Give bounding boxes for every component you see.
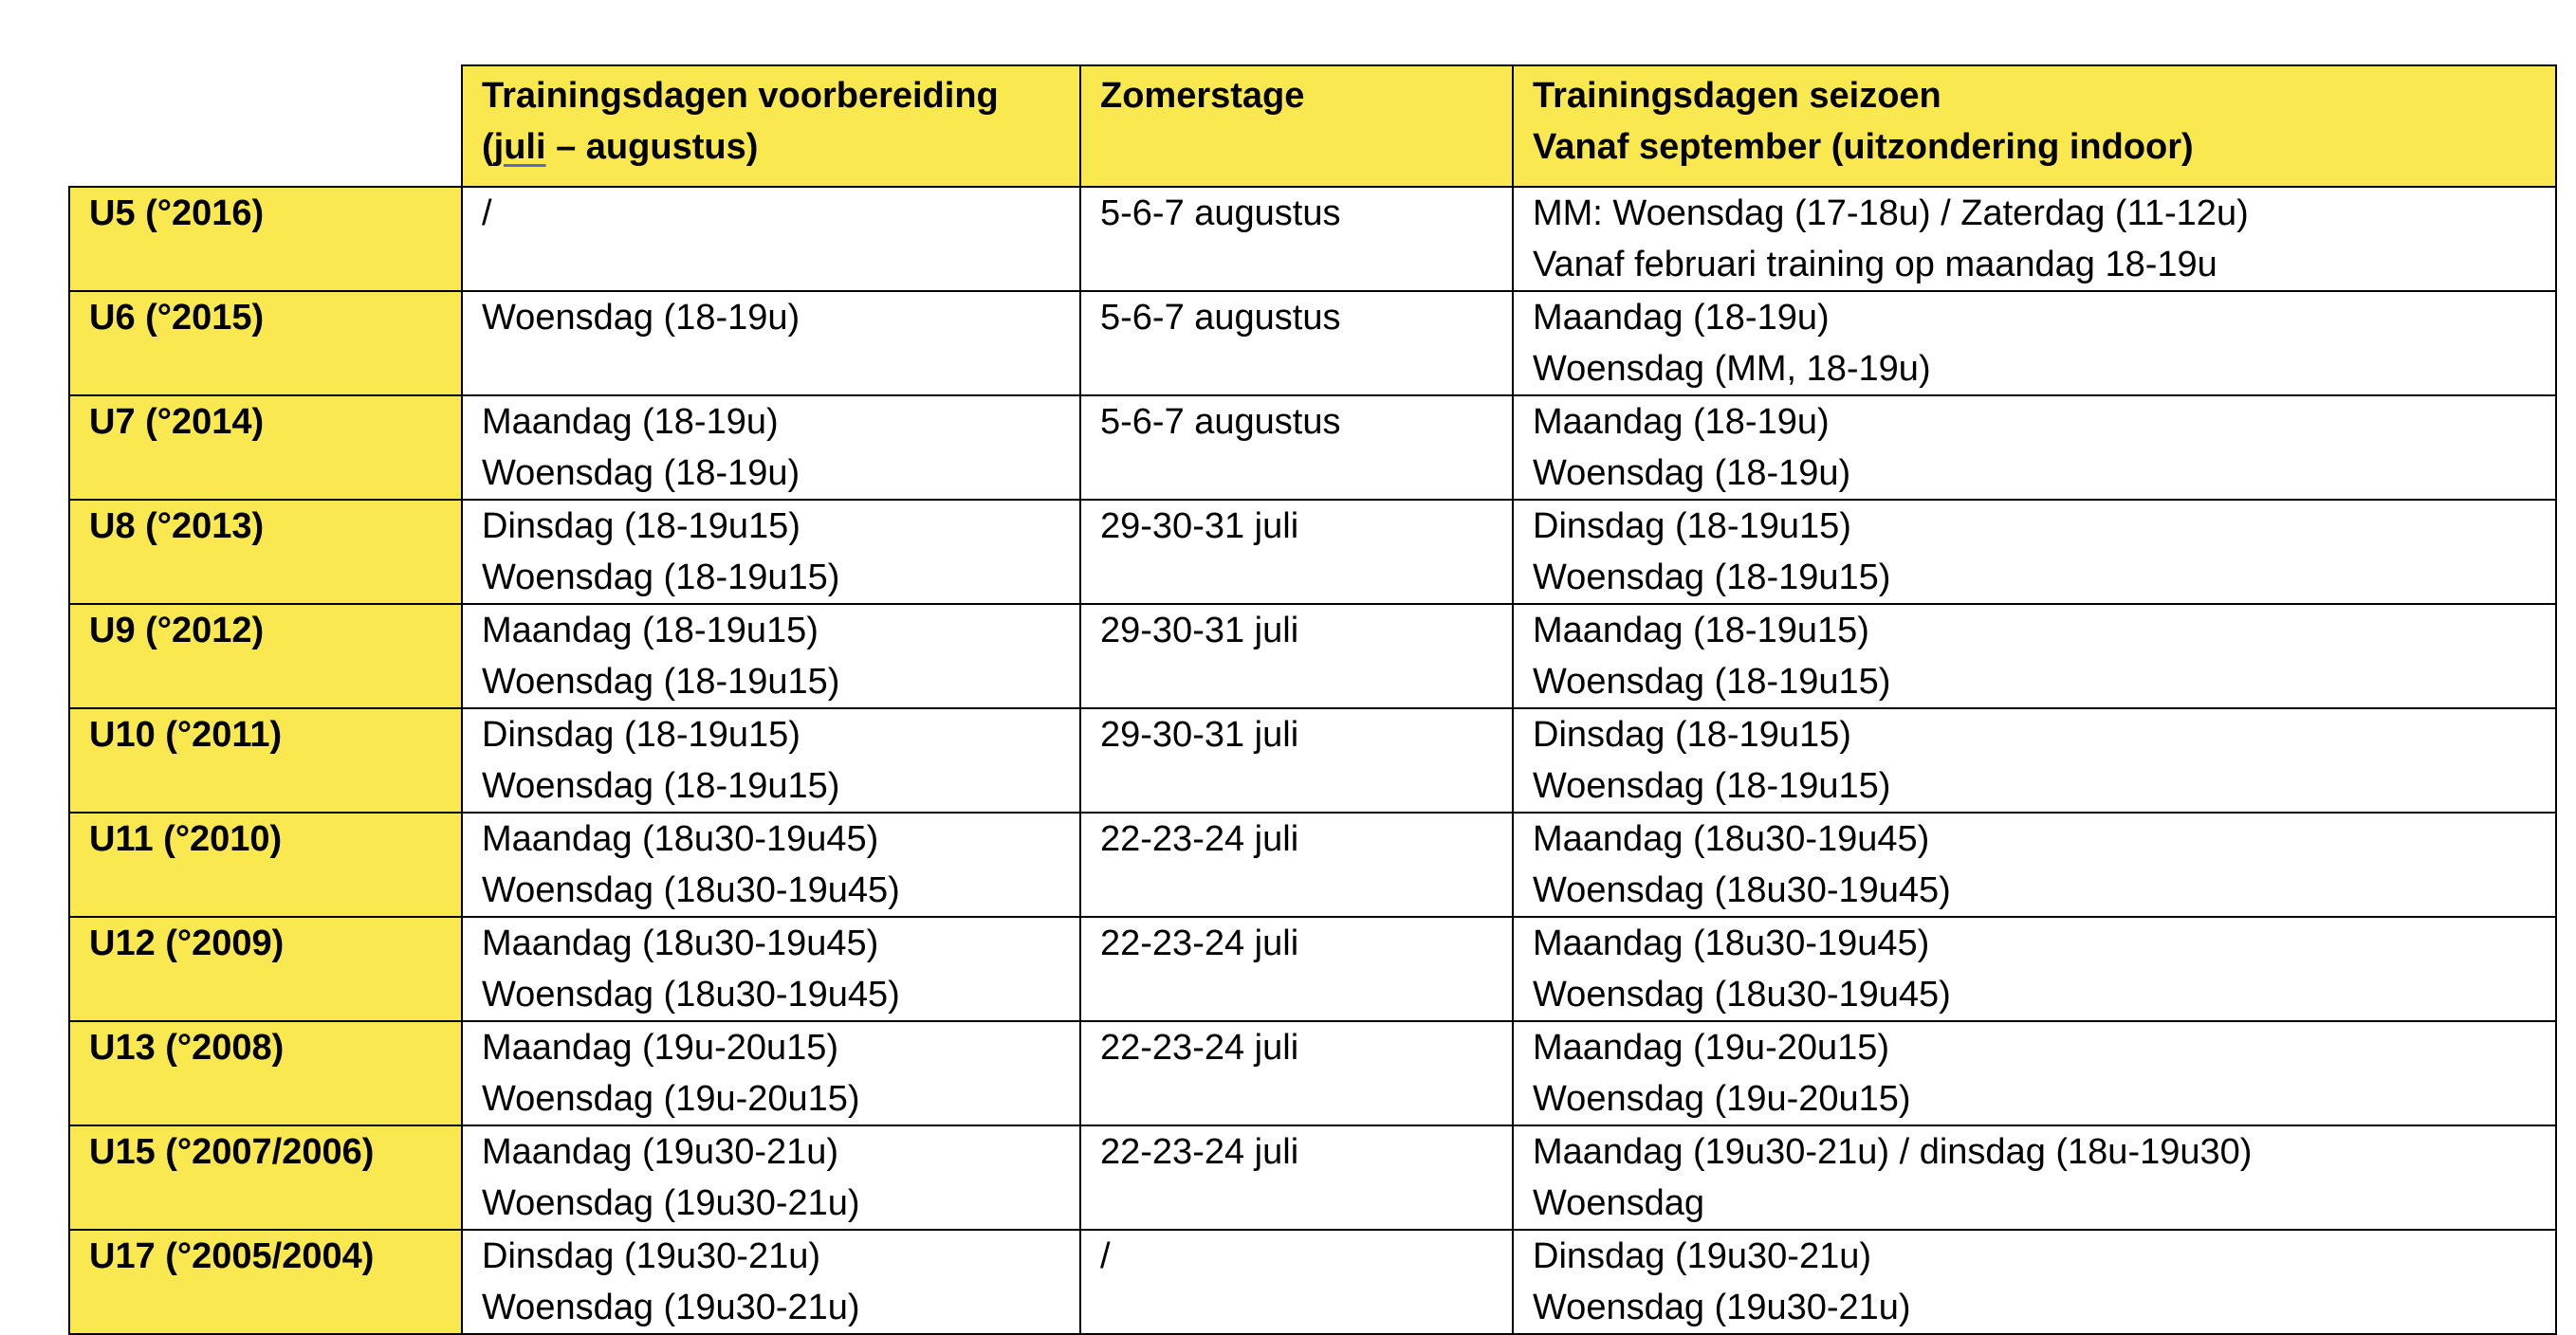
preparation-days-cell [462, 1230, 1080, 1334]
preparation-day-line: Maandag (18-19u15) [482, 611, 819, 650]
header-preparation-days [462, 65, 1080, 187]
season-day-line: Maandag (19u-20u15) [1533, 1028, 1890, 1068]
preparation-day-line: Dinsdag (19u30-21u) [482, 1236, 821, 1276]
team-cell: U12 (°2009) [69, 917, 462, 1021]
header-summer-camp: Zomerstage [1080, 65, 1513, 187]
season-day-line: Maandag (18u30-19u45) [1533, 819, 1930, 859]
table-row [69, 1230, 2556, 1334]
summer-camp-cell: / [1080, 1230, 1513, 1334]
season-days-cell [1513, 291, 2556, 395]
season-days-cell [1513, 917, 2556, 1021]
preparation-day-line: / [482, 193, 492, 233]
summer-camp-cell: 29-30-31 juli [1080, 604, 1513, 708]
season-day-line: Woensdag (18-19u15) [1533, 662, 1891, 702]
season-day-line: Woensdag (18-19u15) [1533, 558, 1891, 597]
team-cell: U8 (°2013) [69, 500, 462, 604]
season-days-cell [1513, 1021, 2556, 1125]
preparation-days-cell [462, 708, 1080, 813]
summer-camp-cell: 29-30-31 juli [1080, 708, 1513, 813]
preparation-day-line: Woensdag (18u30-19u45) [482, 870, 900, 910]
header-row [69, 65, 2556, 187]
header-prep-line-2: (juli – augustus) [482, 127, 759, 167]
preparation-day-line [482, 343, 1079, 394]
team-cell: U11 (°2010) [69, 813, 462, 917]
summer-camp-cell: 5-6-7 augustus [1080, 395, 1513, 500]
team-cell: U9 (°2012) [69, 604, 462, 708]
preparation-day-line: Woensdag (18-19u) [482, 298, 800, 338]
season-day-line: Woensdag (18u30-19u45) [1533, 870, 1951, 910]
header-prep-line-1: Trainingsdagen voorbereiding [482, 76, 999, 116]
season-day-line: Maandag (18-19u15) [1533, 611, 1869, 650]
preparation-day-line: Maandag (19u-20u15) [482, 1028, 839, 1068]
header-season-line-2: Vanaf september (uitzondering indoor) [1533, 127, 2194, 167]
season-day-line: Maandag (18-19u) [1533, 402, 1830, 442]
preparation-day-line [482, 239, 1079, 290]
preparation-day-line: Woensdag (18-19u) [482, 453, 800, 493]
table-row [69, 395, 2556, 500]
season-days-cell [1513, 813, 2556, 917]
summer-camp-cell: 22-23-24 juli [1080, 917, 1513, 1021]
season-days-cell [1513, 708, 2556, 813]
team-cell: U5 (°2016) [69, 187, 462, 291]
header-season-days [1513, 65, 2556, 187]
preparation-day-line: Dinsdag (18-19u15) [482, 715, 800, 755]
preparation-day-line: Woensdag (18-19u15) [482, 558, 840, 597]
season-day-line: Woensdag (19u30-21u) [1533, 1288, 1911, 1327]
preparation-day-line: Woensdag (19u30-21u) [482, 1288, 860, 1327]
season-day-line: Maandag (18u30-19u45) [1533, 924, 1930, 963]
header-corner-cell [69, 65, 462, 187]
preparation-days-cell [462, 1125, 1080, 1230]
team-cell: U13 (°2008) [69, 1021, 462, 1125]
preparation-days-cell [462, 187, 1080, 291]
summer-camp-cell: 5-6-7 augustus [1080, 187, 1513, 291]
preparation-days-cell [462, 813, 1080, 917]
table-row [69, 500, 2556, 604]
season-day-line: Dinsdag (18-19u15) [1533, 715, 1851, 755]
season-day-line: Maandag (19u30-21u) / dinsdag (18u-19u30) [1533, 1132, 2253, 1172]
spellcheck-underline: juli [493, 127, 546, 167]
season-days-cell [1513, 604, 2556, 708]
season-day-line: Woensdag (MM, 18-19u) [1533, 349, 1931, 389]
season-day-line: Maandag (18-19u) [1533, 298, 1830, 338]
season-day-line: MM: Woensdag (17-18u) / Zaterdag (11-12u) [1533, 193, 2249, 233]
preparation-day-line: Woensdag (19u30-21u) [482, 1183, 860, 1223]
preparation-day-line: Maandag (18u30-19u45) [482, 819, 879, 859]
season-day-line: Woensdag (19u-20u15) [1533, 1079, 1911, 1119]
preparation-day-line: Maandag (18-19u) [482, 402, 779, 442]
preparation-days-cell [462, 604, 1080, 708]
season-day-line: Vanaf februari training op maandag 18-19u [1533, 245, 2217, 284]
summer-camp-cell: 22-23-24 juli [1080, 1125, 1513, 1230]
team-cell: U17 (°2005/2004) [69, 1230, 462, 1334]
table-row [69, 604, 2556, 708]
team-cell: U7 (°2014) [69, 395, 462, 500]
table-row [69, 1021, 2556, 1125]
season-day-line: Woensdag (18u30-19u45) [1533, 975, 1951, 1015]
team-cell: U6 (°2015) [69, 291, 462, 395]
preparation-days-cell [462, 291, 1080, 395]
season-days-cell [1513, 500, 2556, 604]
season-day-line: Dinsdag (19u30-21u) [1533, 1236, 1872, 1276]
table-row [69, 917, 2556, 1021]
preparation-day-line: Woensdag (18u30-19u45) [482, 975, 900, 1015]
team-cell: U10 (°2011) [69, 708, 462, 813]
summer-camp-cell: 22-23-24 juli [1080, 1021, 1513, 1125]
table-row [69, 708, 2556, 813]
preparation-day-line: Maandag (19u30-21u) [482, 1132, 839, 1172]
preparation-day-line: Maandag (18u30-19u45) [482, 924, 879, 963]
training-schedule-table [68, 64, 2557, 1335]
preparation-days-cell [462, 917, 1080, 1021]
season-day-line: Woensdag (18-19u) [1533, 453, 1851, 493]
preparation-days-cell [462, 395, 1080, 500]
preparation-day-line: Woensdag (18-19u15) [482, 766, 840, 806]
summer-camp-cell: 22-23-24 juli [1080, 813, 1513, 917]
season-days-cell [1513, 395, 2556, 500]
season-day-line: Woensdag [1533, 1183, 1704, 1223]
preparation-day-line: Woensdag (18-19u15) [482, 662, 840, 702]
preparation-day-line: Dinsdag (18-19u15) [482, 506, 800, 546]
team-cell: U15 (°2007/2006) [69, 1125, 462, 1230]
table-row [69, 291, 2556, 395]
preparation-day-line: Woensdag (19u-20u15) [482, 1079, 860, 1119]
season-day-line: Dinsdag (18-19u15) [1533, 506, 1851, 546]
table-row [69, 813, 2556, 917]
table-row [69, 1125, 2556, 1230]
preparation-days-cell [462, 500, 1080, 604]
season-days-cell [1513, 187, 2556, 291]
season-days-cell [1513, 1125, 2556, 1230]
preparation-days-cell [462, 1021, 1080, 1125]
summer-camp-cell: 5-6-7 augustus [1080, 291, 1513, 395]
season-days-cell [1513, 1230, 2556, 1334]
season-day-line: Woensdag (18-19u15) [1533, 766, 1891, 806]
summer-camp-cell: 29-30-31 juli [1080, 500, 1513, 604]
header-season-line-1: Trainingsdagen seizoen [1533, 76, 1941, 116]
table-row [69, 187, 2556, 291]
